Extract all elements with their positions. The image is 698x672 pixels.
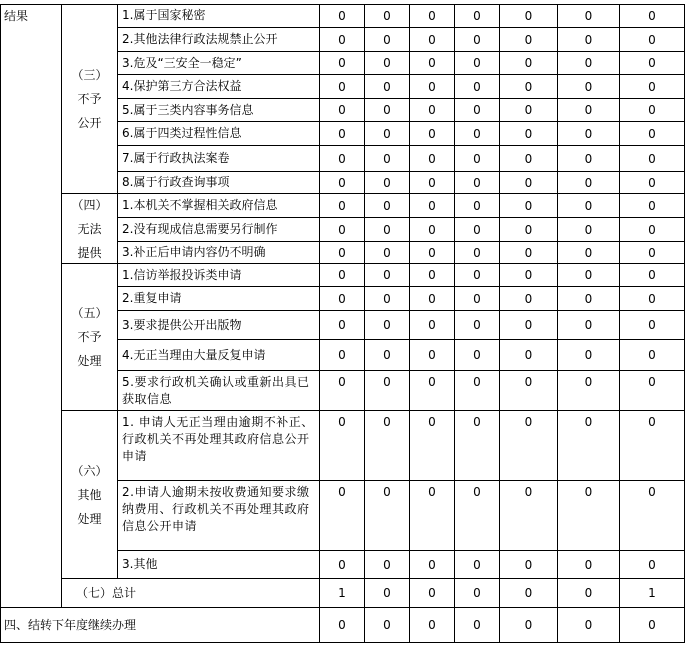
value-cell: 0 — [500, 122, 558, 146]
value-cell: 0 — [320, 172, 365, 194]
value-cell: 0 — [410, 194, 455, 218]
value-cell: 0 — [455, 481, 500, 551]
carry-value-cell: 0 — [365, 608, 410, 643]
row-label: 7.属于行政执法案卷 — [118, 146, 320, 172]
category-label-line: 无法 — [77, 221, 102, 236]
total-value-cell: 0 — [558, 579, 620, 608]
value-cell: 0 — [500, 194, 558, 218]
row-label: 5.要求行政机关确认或重新出具已获取信息 — [118, 371, 320, 411]
value-cell: 0 — [620, 194, 685, 218]
value-cell: 0 — [410, 371, 455, 411]
carry-value-cell: 0 — [558, 608, 620, 643]
category-label-line: （四） — [71, 197, 108, 212]
value-cell: 0 — [500, 28, 558, 52]
value-cell: 0 — [620, 146, 685, 172]
value-cell: 0 — [455, 99, 500, 122]
category-label-line: （六） — [71, 463, 108, 478]
value-cell: 0 — [558, 75, 620, 99]
value-cell: 0 — [410, 52, 455, 75]
row-label: 2.没有现成信息需要另行制作 — [118, 218, 320, 242]
value-cell: 0 — [620, 172, 685, 194]
value-cell: 0 — [620, 242, 685, 264]
value-cell: 0 — [320, 146, 365, 172]
value-cell: 0 — [455, 264, 500, 287]
value-cell: 0 — [558, 28, 620, 52]
total-row-label: （七）总计 — [62, 579, 320, 608]
value-cell: 0 — [410, 75, 455, 99]
value-cell: 0 — [558, 122, 620, 146]
value-cell: 0 — [410, 122, 455, 146]
value-cell: 0 — [620, 287, 685, 311]
category-cell — [62, 264, 118, 411]
value-cell: 0 — [365, 340, 410, 371]
value-cell: 0 — [500, 4, 558, 28]
value-cell: 0 — [455, 218, 500, 242]
value-cell: 0 — [365, 218, 410, 242]
value-cell: 0 — [455, 411, 500, 481]
value-cell: 0 — [365, 194, 410, 218]
row-label: 8.属于行政查询事项 — [118, 172, 320, 194]
value-cell: 0 — [365, 28, 410, 52]
value-cell: 0 — [620, 122, 685, 146]
value-cell: 0 — [320, 52, 365, 75]
value-cell: 0 — [455, 52, 500, 75]
value-cell: 0 — [320, 340, 365, 371]
value-cell: 0 — [558, 481, 620, 551]
value-cell: 0 — [558, 411, 620, 481]
value-cell: 0 — [558, 551, 620, 579]
value-cell: 0 — [365, 481, 410, 551]
value-cell: 0 — [365, 411, 410, 481]
value-cell: 0 — [558, 264, 620, 287]
category-cell — [62, 4, 118, 194]
value-cell: 0 — [500, 242, 558, 264]
value-cell: 0 — [410, 411, 455, 481]
category-label-line: 提供 — [77, 245, 102, 260]
value-cell: 0 — [455, 194, 500, 218]
value-cell: 0 — [558, 371, 620, 411]
value-cell: 0 — [365, 4, 410, 28]
category-label-line: 处理 — [77, 354, 102, 368]
value-cell: 0 — [558, 4, 620, 28]
value-cell: 0 — [320, 99, 365, 122]
row-label: 4.无正当理由大量反复申请 — [118, 340, 320, 371]
value-cell: 0 — [558, 311, 620, 340]
value-cell: 0 — [320, 287, 365, 311]
value-cell: 0 — [410, 481, 455, 551]
value-cell: 0 — [320, 4, 365, 28]
value-cell: 0 — [455, 146, 500, 172]
value-cell: 0 — [320, 481, 365, 551]
value-cell: 0 — [455, 242, 500, 264]
value-cell: 0 — [558, 194, 620, 218]
value-cell: 0 — [410, 340, 455, 371]
category-cell — [62, 194, 118, 264]
value-cell: 0 — [558, 146, 620, 172]
category-label-line: 其他 — [77, 487, 102, 502]
total-value-cell: 0 — [455, 579, 500, 608]
value-cell: 0 — [500, 311, 558, 340]
value-cell: 0 — [455, 311, 500, 340]
value-cell: 0 — [455, 75, 500, 99]
value-cell: 0 — [410, 99, 455, 122]
row-label: 2.其他法律行政法规禁止公开 — [118, 28, 320, 52]
value-cell: 0 — [620, 481, 685, 551]
value-cell: 0 — [365, 146, 410, 172]
row-label: 1.信访举报投诉类申请 — [118, 264, 320, 287]
row-label: 5.属于三类内容事务信息 — [118, 99, 320, 122]
category-label-line: （五） — [71, 306, 108, 320]
carry-row-label: 四、结转下年度继续办理 — [0, 608, 320, 643]
value-cell: 0 — [620, 411, 685, 481]
row-label: 6.属于四类过程性信息 — [118, 122, 320, 146]
value-cell: 0 — [558, 52, 620, 75]
row-label: 1.属于国家秘密 — [118, 4, 320, 28]
row-label: 2.重复申请 — [118, 287, 320, 311]
value-cell: 0 — [620, 75, 685, 99]
total-value-cell: 1 — [320, 579, 365, 608]
row-label: 3.补正后申请内容仍不明确 — [118, 242, 320, 264]
value-cell: 0 — [365, 242, 410, 264]
value-cell: 0 — [410, 218, 455, 242]
value-cell: 0 — [500, 481, 558, 551]
value-cell: 0 — [620, 4, 685, 28]
value-cell: 0 — [320, 194, 365, 218]
value-cell: 0 — [558, 340, 620, 371]
value-cell: 0 — [500, 340, 558, 371]
value-cell: 0 — [320, 411, 365, 481]
value-cell: 0 — [500, 146, 558, 172]
value-cell: 0 — [320, 551, 365, 579]
value-cell: 0 — [500, 99, 558, 122]
total-value-cell: 0 — [410, 579, 455, 608]
value-cell: 0 — [320, 28, 365, 52]
value-cell: 0 — [410, 551, 455, 579]
value-cell: 0 — [620, 371, 685, 411]
value-cell: 0 — [410, 4, 455, 28]
row-label: 2.申请人逾期未按收费通知要求缴纳费用、行政机关不再处理其政府信息公开申请 — [118, 481, 320, 551]
value-cell: 0 — [320, 75, 365, 99]
value-cell: 0 — [320, 242, 365, 264]
value-cell: 0 — [500, 287, 558, 311]
value-cell: 0 — [500, 411, 558, 481]
value-cell: 0 — [500, 75, 558, 99]
value-cell: 0 — [455, 122, 500, 146]
value-cell: 0 — [365, 52, 410, 75]
value-cell: 0 — [500, 551, 558, 579]
row-label: 1.本机关不掌握相关政府信息 — [118, 194, 320, 218]
value-cell: 0 — [620, 340, 685, 371]
value-cell: 0 — [455, 4, 500, 28]
value-cell: 0 — [410, 28, 455, 52]
value-cell: 0 — [410, 172, 455, 194]
value-cell: 0 — [558, 218, 620, 242]
value-cell: 0 — [500, 218, 558, 242]
value-cell: 0 — [620, 52, 685, 75]
value-cell: 0 — [455, 287, 500, 311]
value-cell: 0 — [558, 172, 620, 194]
value-cell: 0 — [365, 172, 410, 194]
value-cell: 0 — [455, 28, 500, 52]
category-cell — [62, 411, 118, 579]
value-cell: 0 — [558, 287, 620, 311]
total-value-cell: 1 — [620, 579, 685, 608]
value-cell: 0 — [410, 146, 455, 172]
value-cell: 0 — [365, 551, 410, 579]
row-label: 1. 申请人无正当理由逾期不补正、行政机关不再处理其政府信息公开申请 — [118, 411, 320, 481]
value-cell: 0 — [455, 371, 500, 411]
value-cell: 0 — [620, 264, 685, 287]
row-label: 3.危及“三安全一稳定” — [118, 52, 320, 75]
category-label-line: 处理 — [77, 511, 102, 526]
value-cell: 0 — [410, 287, 455, 311]
value-cell: 0 — [500, 371, 558, 411]
carry-value-cell: 0 — [455, 608, 500, 643]
total-value-cell: 0 — [500, 579, 558, 608]
value-cell: 0 — [365, 99, 410, 122]
row-label: 3.要求提供公开出版物 — [118, 311, 320, 340]
total-value-cell: 0 — [365, 579, 410, 608]
value-cell: 0 — [365, 122, 410, 146]
carry-value-cell: 0 — [620, 608, 685, 643]
result-header-cell: 结果 — [0, 4, 62, 608]
category-label-line: （三） — [71, 67, 108, 82]
value-cell: 0 — [500, 172, 558, 194]
value-cell: 0 — [320, 218, 365, 242]
value-cell: 0 — [410, 242, 455, 264]
value-cell: 0 — [620, 28, 685, 52]
value-cell: 0 — [620, 551, 685, 579]
value-cell: 0 — [620, 218, 685, 242]
category-label-line: 不予 — [77, 91, 102, 106]
value-cell: 0 — [320, 264, 365, 287]
value-cell: 0 — [455, 340, 500, 371]
value-cell: 0 — [410, 311, 455, 340]
value-cell: 0 — [620, 99, 685, 122]
value-cell: 0 — [500, 52, 558, 75]
row-label: 3.其他 — [118, 551, 320, 579]
value-cell: 0 — [558, 99, 620, 122]
value-cell: 0 — [558, 242, 620, 264]
category-label-line: 公开 — [77, 115, 102, 130]
value-cell: 0 — [320, 122, 365, 146]
value-cell: 0 — [320, 311, 365, 340]
carry-value-cell: 0 — [320, 608, 365, 643]
category-label-line: 不予 — [77, 330, 102, 344]
value-cell: 0 — [365, 371, 410, 411]
value-cell: 0 — [410, 264, 455, 287]
carry-value-cell: 0 — [500, 608, 558, 643]
value-cell: 0 — [455, 172, 500, 194]
row-label: 4.保护第三方合法权益 — [118, 75, 320, 99]
value-cell: 0 — [620, 311, 685, 340]
carry-value-cell: 0 — [410, 608, 455, 643]
value-cell: 0 — [365, 311, 410, 340]
value-cell: 0 — [500, 264, 558, 287]
value-cell: 0 — [365, 287, 410, 311]
value-cell: 0 — [320, 371, 365, 411]
value-cell: 0 — [455, 551, 500, 579]
value-cell: 0 — [365, 264, 410, 287]
value-cell: 0 — [365, 75, 410, 99]
